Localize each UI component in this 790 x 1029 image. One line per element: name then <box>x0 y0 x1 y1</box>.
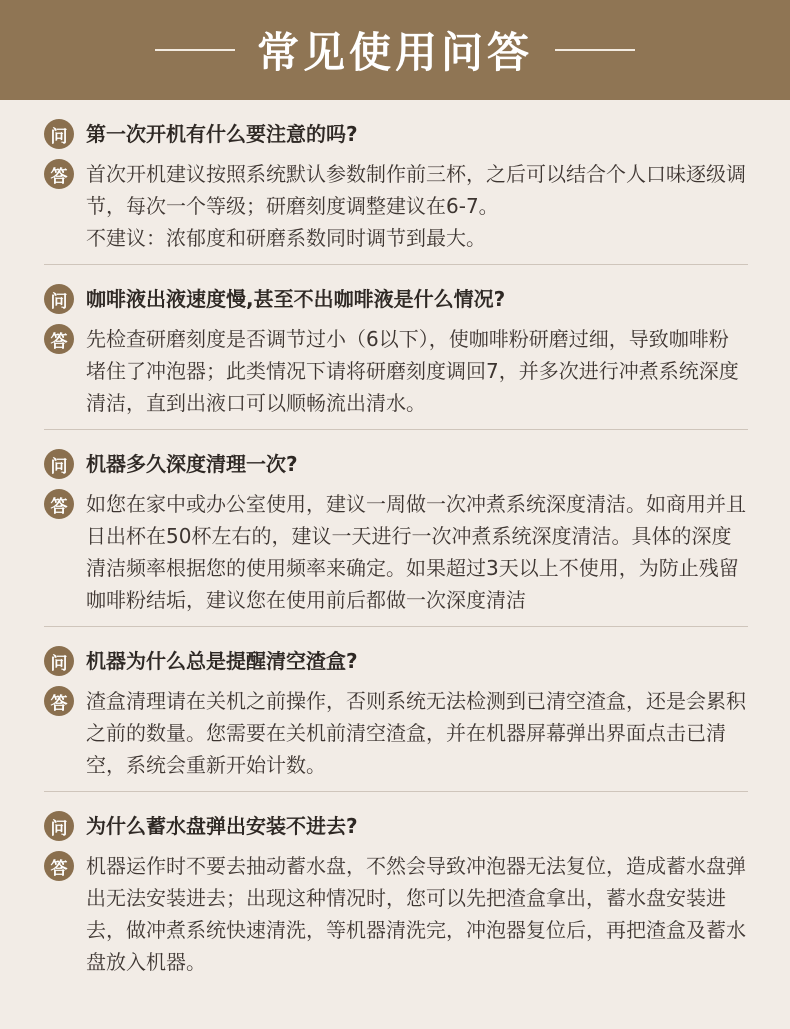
answer-badge-icon: 答 <box>44 686 74 716</box>
answer-text <box>86 158 748 254</box>
answer-badge-icon: 答 <box>44 851 74 881</box>
answer-text <box>86 323 748 419</box>
question-row <box>44 645 748 677</box>
faq-item <box>44 792 748 988</box>
answer-row <box>44 323 748 419</box>
question-badge-icon: 问 <box>44 284 74 314</box>
answer-paragraph: 先检查研磨刻度是否调节过小（6以下），使咖啡粉研磨过细，导致咖啡粉堵住了冲泡器；此类情况下请将研磨刻度调回7，并多次进行冲煮系统深度清洁，直到出液口可以顺畅流出清水。 <box>86 327 739 415</box>
header-left-rule <box>155 49 235 51</box>
question-row <box>44 448 748 480</box>
question-row <box>44 810 748 842</box>
question-text: 咖啡液出液速度慢,甚至不出咖啡液是什么情况? <box>86 287 506 311</box>
answer-row <box>44 850 748 978</box>
question-row <box>44 283 748 315</box>
faq-list <box>0 100 790 988</box>
question-text: 为什么蓄水盘弹出安装不进去? <box>86 814 358 838</box>
answer-badge-icon: 答 <box>44 324 74 354</box>
question-text: 机器为什么总是提醒清空渣盒? <box>86 649 358 673</box>
question-row <box>44 118 748 150</box>
question-badge-icon: 问 <box>44 811 74 841</box>
answer-badge-icon: 答 <box>44 159 74 189</box>
question-text: 机器多久深度清理一次? <box>86 452 298 476</box>
answer-text <box>86 488 748 616</box>
page-title: 常见使用问答 <box>256 28 533 77</box>
faq-item <box>44 627 748 792</box>
answer-paragraph: 渣盒清理请在关机之前操作，否则系统无法检测到已清空渣盒，还是会累积之前的数量。您需要在关机前清空渣盒，并在机器屏幕弹出界面点击已清空，系统会重新开始计数。 <box>86 689 746 777</box>
answer-text <box>86 850 748 978</box>
question-badge-icon: 问 <box>44 449 74 479</box>
answer-badge-icon: 答 <box>44 489 74 519</box>
answer-row <box>44 685 748 781</box>
question-text: 第一次开机有什么要注意的吗? <box>86 122 358 146</box>
header-right-rule <box>555 49 635 51</box>
question-badge-icon: 问 <box>44 119 74 149</box>
page-header <box>0 0 790 100</box>
answer-paragraph: 如您在家中或办公室使用，建议一周做一次冲煮系统深度清洁。如商用并且日出杯在50杯左右的，建议一天进行一次冲煮系统深度清洁。具体的深度清洁频率根据您的使用频率来确定。如果超过3天以上不使用，为防止残留咖啡粉结垢，建议您在使用前后都做一次深度清洁 <box>86 492 746 612</box>
answer-row <box>44 488 748 616</box>
answer-text <box>86 685 748 781</box>
answer-row <box>44 158 748 254</box>
answer-paragraph: 机器运作时不要去抽动蓄水盘，不然会导致冲泡器无法复位，造成蓄水盘弹出无法安装进去；出现这种情况时，您可以先把渣盒拿出，蓄水盘安装进去，做冲煮系统快速清洗，等机器清洗完，冲泡器复位后，再把渣盒及蓄水盘放入机器。 <box>86 854 746 974</box>
answer-paragraph: 不建议：浓郁度和研磨系数同时调节到最大。 <box>86 226 486 250</box>
answer-paragraph: 首次开机建议按照系统默认参数制作前三杯，之后可以结合个人口味逐级调节，每次一个等级；研磨刻度调整建议在6-7。 <box>86 162 746 218</box>
faq-item <box>44 430 748 627</box>
question-badge-icon: 问 <box>44 646 74 676</box>
faq-item <box>44 265 748 430</box>
faq-item <box>44 100 748 265</box>
